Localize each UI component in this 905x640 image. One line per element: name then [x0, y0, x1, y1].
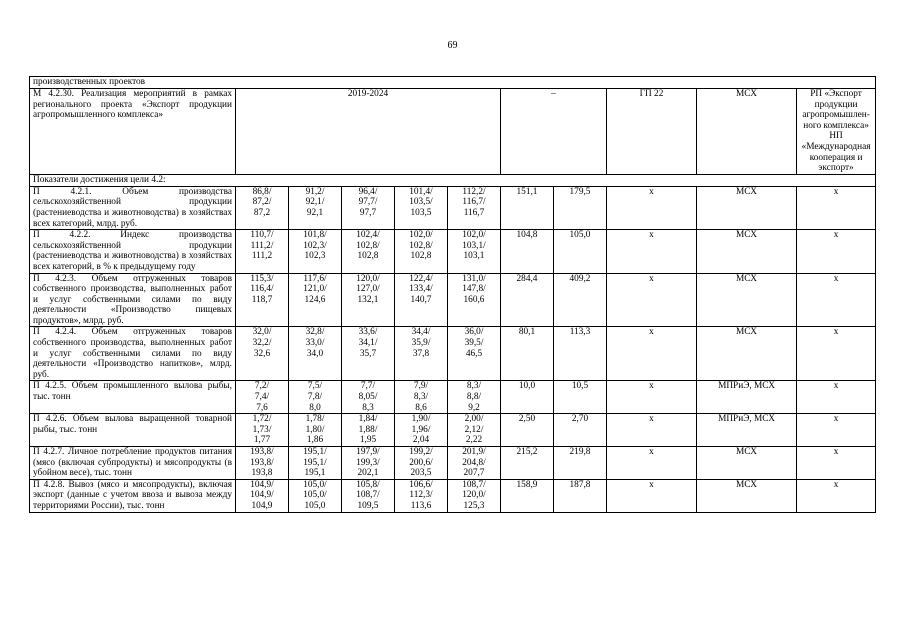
year-value-cell	[395, 327, 448, 381]
year-value-cell	[395, 186, 448, 229]
year-value-line: 92,1	[306, 207, 324, 218]
responsible-org: МСХ	[697, 479, 797, 512]
year-value-line: 32,8/	[305, 327, 325, 338]
year-value-cell	[342, 479, 395, 512]
year-value-cell	[342, 230, 395, 273]
year-value-cell	[289, 381, 342, 414]
year-value-cell	[236, 273, 289, 327]
continued-row	[30, 77, 876, 89]
year-value-line: 193,8/	[250, 447, 274, 457]
year-value-line: 91,2/	[305, 186, 325, 197]
target-value-1: 10,0	[501, 381, 554, 414]
target-value-2: 10,5	[554, 381, 607, 414]
year-value-cell	[289, 230, 342, 273]
year-value-line: 122,4/	[409, 273, 433, 284]
year-value-line: 116,7	[463, 207, 485, 218]
year-value-cell	[236, 230, 289, 273]
project-mark: х	[797, 381, 876, 414]
measure-project: РП «Экспорт продукции агропромышлен-ного комплекса» НП «Международная кооперация и экспорт»	[797, 89, 876, 175]
year-value-line: 113,6	[410, 500, 432, 511]
year-value-cell	[448, 273, 501, 327]
year-value-line: 1,80/	[305, 424, 325, 435]
year-value-cell	[289, 327, 342, 381]
year-value-line: 33,6/	[358, 327, 378, 338]
year-value-line: 111,2/	[250, 240, 274, 251]
measure-period: 2019-2024	[236, 89, 501, 175]
year-value-line: 7,8/	[307, 392, 323, 403]
year-value-line: 1,77	[253, 435, 271, 446]
indicator-row	[30, 381, 876, 414]
target-value-2: 409,2	[554, 273, 607, 327]
indicator-row	[30, 327, 876, 381]
year-value-cell	[342, 447, 395, 480]
target-value-1: 151,1	[501, 186, 554, 229]
year-value-cell	[289, 447, 342, 480]
indicator-name: П 4.2.2. Индекс производства сельскохозяйственной продукции (растениеводства и животноводства) в хозяйствах всех категорий, в % к предыдущему году	[30, 230, 236, 273]
project-mark: х	[797, 447, 876, 480]
year-value-line: 1,96/	[411, 424, 431, 435]
year-value-line: 1,90/	[411, 414, 431, 425]
program-mark: х	[607, 414, 697, 447]
project-mark: х	[797, 230, 876, 273]
year-value-line: 124,6	[304, 294, 326, 305]
year-value-line: 118,7	[251, 294, 273, 305]
year-value-line: 102,3	[304, 251, 326, 262]
page-number: 69	[447, 40, 458, 51]
program-mark: х	[607, 273, 697, 327]
year-value-line: 92,1/	[305, 197, 325, 208]
year-value-line: 127,0/	[356, 284, 380, 295]
year-value-line: 204,8/	[462, 457, 486, 468]
year-value-line: 2,04	[412, 435, 430, 446]
measure-row	[30, 89, 876, 175]
continued-text: производственных проектов	[30, 77, 876, 89]
target-value-1: 158,9	[501, 479, 554, 512]
year-value-line: 102,8/	[356, 240, 380, 251]
year-value-line: 46,5	[465, 348, 483, 359]
year-value-line: 1,73/	[252, 424, 272, 435]
year-value-line: 8,3/	[413, 392, 429, 403]
measure-program: ГП 22	[607, 89, 697, 175]
year-value-line: 102,8	[357, 251, 379, 262]
year-value-line: 102,4/	[356, 230, 380, 241]
year-value-line: 105,8/	[356, 479, 380, 490]
year-value-line: 102,3/	[303, 240, 327, 251]
year-value-line: 195,1/	[303, 457, 327, 468]
year-value-line: 112,2/	[462, 186, 486, 197]
year-value-line: 32,0/	[252, 327, 272, 338]
year-value-cell	[342, 381, 395, 414]
plan-table	[29, 76, 876, 513]
year-value-line: 97,7	[359, 207, 377, 218]
year-value-line: 101,4/	[409, 186, 433, 197]
year-value-line: 133,4/	[409, 284, 433, 295]
target-value-2: 219,8	[554, 447, 607, 480]
target-value-1: 80,1	[501, 327, 554, 381]
year-value-line: 202,1	[357, 468, 379, 479]
year-value-line: 102,8	[410, 251, 432, 262]
year-value-cell	[448, 230, 501, 273]
year-value-cell	[342, 414, 395, 447]
year-value-cell	[448, 414, 501, 447]
year-value-line: 7,6	[256, 402, 268, 413]
year-value-line: 132,1	[357, 294, 379, 305]
indicator-name: П 4.2.3. Объем отгруженных товаров собственного производства, выполненных работ и услуг собственными силами по виду деятельности «Производство пищевых продуктов», млрд. руб.	[30, 273, 236, 327]
indicator-name: П 4.2.8. Вывоз (мясо и мясопродукты), включая экспорт (данные с учетом ввоза и вывоза между территориями России), тыс. тонн	[30, 479, 236, 512]
year-value-line: 34,1/	[358, 338, 378, 349]
year-value-line: 110,7/	[250, 230, 274, 241]
indicator-name: П 4.2.6. Объем вылова выращенной товарной рыбы, тыс. тонн	[30, 414, 236, 447]
year-value-line: 39,5/	[464, 338, 484, 349]
year-value-cell	[395, 479, 448, 512]
indicator-name: П 4.2.1. Объем производства сельскохозяйственной продукции (растениеводства и животноводства) в хозяйствах всех категорий, млрд. руб.	[30, 186, 236, 229]
year-value-line: 7,2/	[254, 381, 270, 392]
target-value-1: 2,50	[501, 414, 554, 447]
year-value-line: 116,7/	[462, 197, 486, 208]
year-value-cell	[236, 381, 289, 414]
program-mark: х	[607, 479, 697, 512]
program-mark: х	[607, 327, 697, 381]
year-value-line: 108,7/	[462, 479, 486, 490]
year-value-line: 37,8	[412, 348, 430, 359]
year-value-line: 199,3/	[356, 457, 380, 468]
year-value-cell	[236, 447, 289, 480]
year-value-line: 1,72/	[252, 414, 272, 425]
year-value-line: 8,3/	[466, 381, 482, 392]
year-value-line: 195,1	[304, 468, 326, 479]
indicator-row	[30, 186, 876, 229]
year-value-line: 103,5	[410, 207, 432, 218]
program-mark: х	[607, 186, 697, 229]
year-value-line: 7,4/	[254, 392, 270, 403]
year-value-line: 1,84/	[358, 414, 378, 425]
year-value-line: 36,0/	[464, 327, 484, 338]
year-value-cell	[448, 447, 501, 480]
year-value-line: 33,0/	[305, 338, 325, 349]
program-mark: х	[607, 381, 697, 414]
measure-name: М 4.2.30. Реализация мероприятий в рамках регионального проекта «Экспорт продукции агропромышленного комплекса»	[30, 89, 236, 175]
responsible-org: МСХ	[697, 230, 797, 273]
indicator-name: П 4.2.4. Объем отгруженных товаров собственного производства, выполненных работ и услуг собственными силами по виду деятельности «Производство напитков», млрд. руб.	[30, 327, 236, 381]
measure-dash: –	[501, 89, 607, 175]
year-value-cell	[289, 186, 342, 229]
year-value-line: 109,5	[357, 500, 379, 511]
year-value-line: 195,1/	[303, 447, 327, 457]
year-value-cell	[448, 327, 501, 381]
year-value-line: 2,00/	[464, 414, 484, 425]
year-value-cell	[236, 186, 289, 229]
responsible-org: МСХ	[697, 186, 797, 229]
year-value-line: 34,4/	[411, 327, 431, 338]
year-value-line: 8,05/	[358, 392, 378, 403]
year-value-line: 104,9/	[250, 490, 274, 501]
year-value-line: 147,8/	[462, 284, 486, 295]
year-value-line: 2,22	[465, 435, 483, 446]
indicator-row	[30, 447, 876, 480]
year-value-line: 8,8/	[466, 392, 482, 403]
target-value-2: 2,70	[554, 414, 607, 447]
responsible-org: МСХ	[697, 327, 797, 381]
project-mark: х	[797, 479, 876, 512]
plan-table-body	[30, 77, 876, 513]
year-value-line: 1,88/	[358, 424, 378, 435]
year-value-cell	[395, 414, 448, 447]
year-value-line: 193,8	[251, 468, 273, 479]
target-value-1: 284,4	[501, 273, 554, 327]
year-value-line: 8,0	[309, 402, 321, 413]
indicator-name: П 4.2.5. Объем промышленного вылова рыбы, тыс. тонн	[30, 381, 236, 414]
year-value-line: 86,8/	[252, 186, 272, 197]
year-value-cell	[289, 414, 342, 447]
year-value-line: 34,0	[306, 348, 324, 359]
target-value-2: 113,3	[554, 327, 607, 381]
year-value-cell	[448, 479, 501, 512]
measure-responsible: МСХ	[697, 89, 797, 175]
responsible-org: МСХ	[697, 273, 797, 327]
year-value-cell	[342, 327, 395, 381]
year-value-line: 193,8/	[250, 457, 274, 468]
responsible-org: МПРиЭ, МСХ	[697, 414, 797, 447]
indicator-name: П 4.2.7. Личное потребление продуктов питания (мясо (включая субпродукты) и мясопродукты (в убойном весе), тыс. тонн	[30, 447, 236, 480]
target-value-2: 105,0	[554, 230, 607, 273]
year-value-line: 200,6/	[409, 457, 433, 468]
year-value-line: 105,0/	[303, 490, 327, 501]
year-value-line: 1,95	[359, 435, 377, 446]
year-value-cell	[289, 273, 342, 327]
year-value-line: 120,0/	[462, 490, 486, 501]
project-mark: х	[797, 414, 876, 447]
year-value-line: 1,86	[306, 435, 324, 446]
target-value-2: 187,8	[554, 479, 607, 512]
year-value-line: 103,1/	[462, 240, 486, 251]
target-value-1: 215,2	[501, 447, 554, 480]
responsible-org: МСХ	[697, 447, 797, 480]
year-value-line: 115,3/	[250, 273, 274, 284]
year-value-line: 197,9/	[356, 447, 380, 457]
year-value-line: 35,9/	[411, 338, 431, 349]
project-mark: х	[797, 273, 876, 327]
year-value-line: 105,0	[304, 500, 326, 511]
year-value-line: 111,2	[251, 251, 273, 262]
year-value-line: 203,5	[410, 468, 432, 479]
year-value-cell	[342, 273, 395, 327]
year-value-line: 120,0/	[356, 273, 380, 284]
project-mark: х	[797, 186, 876, 229]
year-value-line: 106,6/	[409, 479, 433, 490]
responsible-org: МПРиЭ, МСХ	[697, 381, 797, 414]
year-value-line: 103,1	[463, 251, 485, 262]
indicator-row	[30, 414, 876, 447]
program-mark: х	[607, 447, 697, 480]
year-value-cell	[395, 273, 448, 327]
program-mark: х	[607, 230, 697, 273]
year-value-cell	[236, 414, 289, 447]
year-value-line: 7,7/	[360, 381, 376, 392]
year-value-line: 35,7	[359, 348, 377, 359]
year-value-cell	[289, 479, 342, 512]
year-value-line: 8,3	[362, 402, 374, 413]
year-value-line: 96,4/	[358, 186, 378, 197]
year-value-line: 131,0/	[462, 273, 486, 284]
year-value-line: 199,2/	[409, 447, 433, 457]
year-value-line: 1,78/	[305, 414, 325, 425]
year-value-line: 104,9/	[250, 479, 274, 490]
project-mark: х	[797, 327, 876, 381]
year-value-line: 7,5/	[307, 381, 323, 392]
target-value-1: 104,8	[501, 230, 554, 273]
year-value-cell	[448, 381, 501, 414]
year-value-cell	[395, 447, 448, 480]
year-value-line: 116,4/	[250, 284, 274, 295]
year-value-line: 104,9	[251, 500, 273, 511]
year-value-line: 103,5/	[409, 197, 433, 208]
indicator-row	[30, 273, 876, 327]
year-value-line: 160,6	[463, 294, 485, 305]
year-value-cell	[236, 327, 289, 381]
year-value-line: 9,2	[468, 402, 480, 413]
year-value-cell	[395, 230, 448, 273]
year-value-line: 87,2/	[252, 197, 272, 208]
year-value-line: 101,8/	[303, 230, 327, 241]
indicator-row	[30, 230, 876, 273]
year-value-line: 32,6	[253, 348, 271, 359]
year-value-line: 7,9/	[413, 381, 429, 392]
year-value-line: 2,12/	[464, 424, 484, 435]
year-value-line: 207,7	[463, 468, 485, 479]
year-value-line: 102,0/	[409, 230, 433, 241]
year-value-line: 108,7/	[356, 490, 380, 501]
target-value-2: 179,5	[554, 186, 607, 229]
year-value-cell	[448, 186, 501, 229]
year-value-line: 112,3/	[409, 490, 433, 501]
year-value-cell	[342, 186, 395, 229]
year-value-line: 105,0/	[303, 479, 327, 490]
year-value-line: 102,0/	[462, 230, 486, 241]
year-value-line: 201,9/	[462, 447, 486, 457]
year-value-line: 97,7/	[358, 197, 378, 208]
indicators-header: Показатели достижения цели 4.2:	[30, 174, 876, 186]
year-value-line: 32,2/	[252, 338, 272, 349]
year-value-cell	[236, 479, 289, 512]
year-value-cell	[395, 381, 448, 414]
indicator-row	[30, 479, 876, 512]
year-value-line: 125,3	[463, 500, 485, 511]
year-value-line: 117,6/	[303, 273, 327, 284]
year-value-line: 87,2	[253, 207, 271, 218]
year-value-line: 121,0/	[303, 284, 327, 295]
year-value-line: 140,7	[410, 294, 432, 305]
year-value-line: 102,8/	[409, 240, 433, 251]
indicators-header-row	[30, 174, 876, 186]
year-value-line: 8,6	[415, 402, 427, 413]
